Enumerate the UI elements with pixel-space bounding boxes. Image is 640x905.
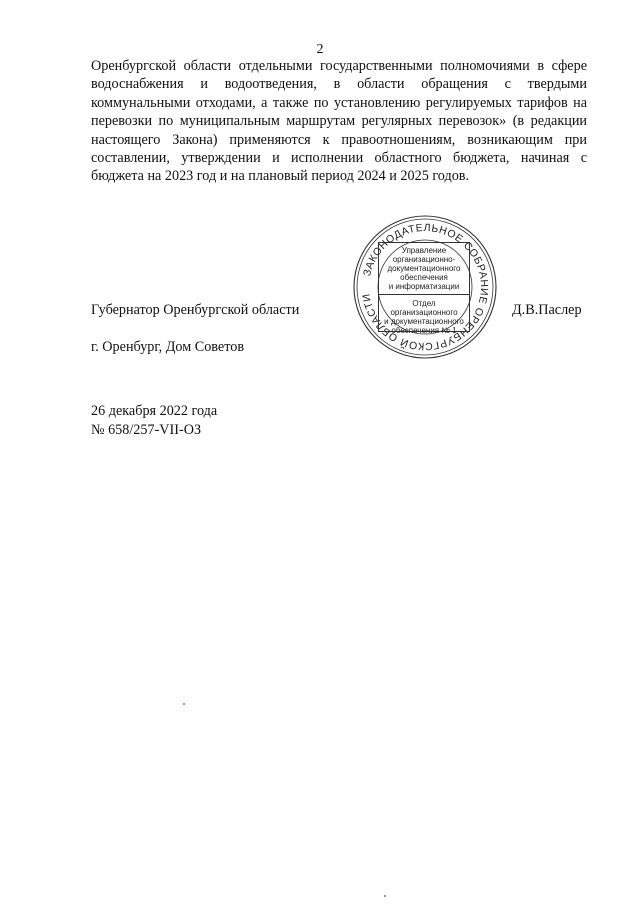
seal-box-line: организационно- — [392, 255, 456, 264]
body-line: Оренбургской области отдельными государственными полномочиями в — [91, 58, 545, 74]
document-date: 26 декабря 2022 года — [91, 403, 218, 419]
body-line: бюджета, начиная с бюджета на 2023 год и на плановый период 2024 и — [91, 150, 587, 185]
signatory-name: Д.В.Паслер — [512, 302, 582, 318]
body-line: сфере водоснабжения и водоотведения, в области обращения с твердыми — [91, 58, 587, 93]
seal-box-top — [379, 243, 469, 295]
body-paragraph — [91, 57, 587, 186]
document-number: № 658/257-VII-ОЗ — [91, 422, 202, 438]
seal-box-bottom — [379, 295, 469, 335]
scan-speck — [384, 895, 386, 897]
seal-box-line: документационного — [387, 264, 461, 273]
body-line: редакции настоящего Закона) применяются к правоотношениям, — [91, 113, 588, 148]
seal-box-line: обеспечения № 1 — [391, 326, 457, 335]
body-line: возникающим при составлении, утверждении и исполнении областного — [91, 131, 587, 167]
body-text — [91, 57, 587, 186]
signing-place: г. Оренбург, Дом Советов — [91, 339, 245, 355]
seal-box-line: Отдел организационного — [390, 299, 458, 317]
body-line: коммунальными отходами, а также по установлению регулируемых тарифов — [91, 94, 568, 111]
seal-stamp-box — [378, 242, 470, 335]
seal-box-line: и информатизации — [388, 282, 460, 291]
scan-speck — [183, 703, 185, 705]
body-line: на перевозки по муниципальным маршрутам регулярных перевозок» (в — [91, 94, 588, 130]
page-number: 2 — [316, 42, 324, 57]
body-line: 2025 годов. — [400, 168, 470, 185]
seal-box-line: и документационного — [384, 317, 464, 326]
seal-box-line: Управление — [401, 246, 447, 255]
signatory-position: Губернатор Оренбургской области — [91, 302, 300, 318]
seal-box-line: обеспечения — [400, 273, 448, 282]
seal-ring-text: ЗАКОНОДАТЕЛЬНОЕ СОБРАНИЕ ОРЕНБУРГСКОЙ ОБЛАСТИ — [360, 221, 491, 353]
